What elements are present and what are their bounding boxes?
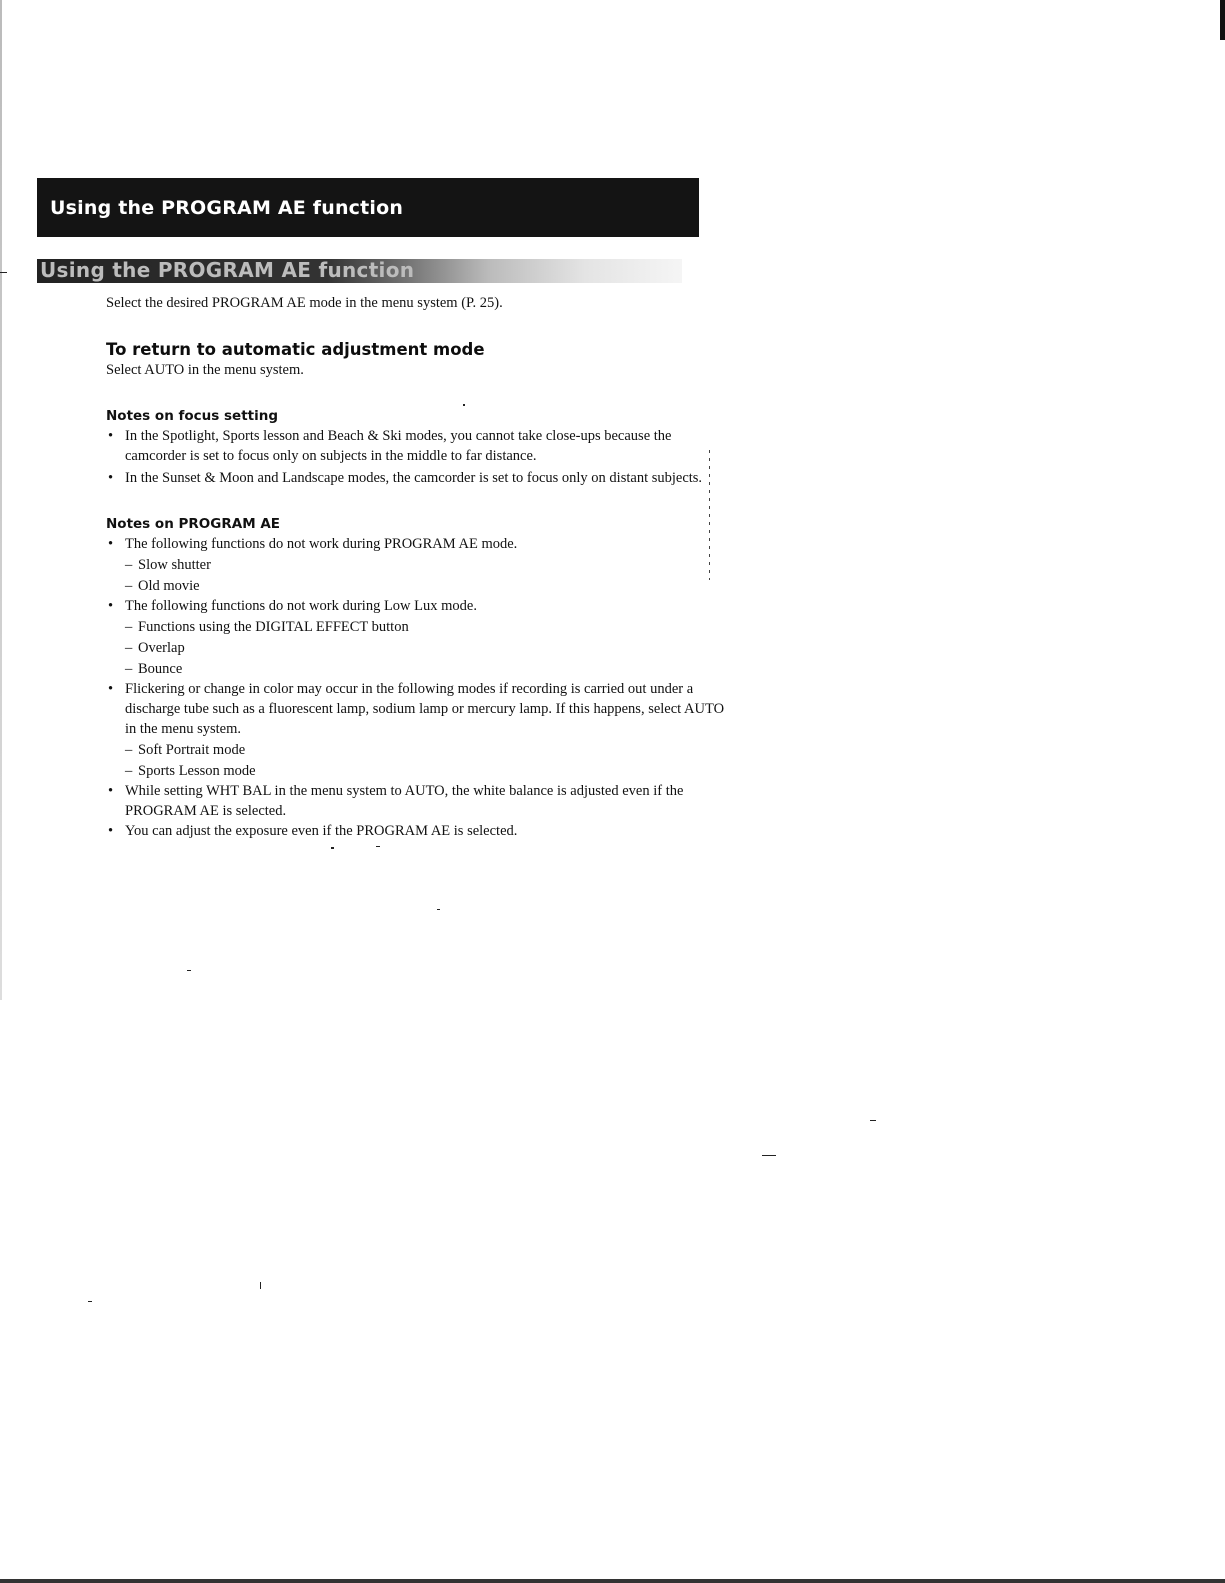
bullet-icon: •: [108, 598, 114, 614]
list-item: [106, 596, 726, 679]
page-content: [106, 293, 726, 841]
bullet-icon: •: [108, 783, 114, 799]
bullet-icon: •: [108, 470, 114, 486]
list-item: [106, 468, 726, 488]
sub-item-text: Bounce: [138, 661, 183, 677]
scan-speck: [0, 272, 7, 273]
dash-icon: –: [125, 661, 133, 677]
sub-list: [125, 555, 726, 596]
scan-speck: [870, 1120, 876, 1121]
list-item: [106, 781, 726, 821]
dash-icon: –: [125, 640, 133, 656]
ae-note-text: The following functions do not work during PROGRAM AE mode.: [125, 536, 518, 552]
sub-list-item: [125, 555, 726, 575]
dash-icon: –: [125, 578, 133, 594]
scan-speck: [376, 846, 380, 847]
scan-speck: [88, 1301, 92, 1302]
ae-note-text: While setting WHT BAL in the menu system to AUTO, the white balance is adjusted even if the PROGRAM AE is selected.: [125, 783, 684, 819]
sub-list-item: [125, 740, 726, 760]
sub-item-text: Functions using the DIGITAL EFFECT button: [138, 619, 409, 635]
list-item: [106, 426, 726, 466]
dash-icon: –: [125, 557, 133, 573]
bullet-icon: •: [108, 536, 114, 552]
list-item: [106, 679, 726, 781]
sub-item-text: Overlap: [138, 640, 185, 656]
scan-speck: [331, 847, 334, 849]
scan-left-edge: [0, 0, 2, 1000]
scan-speck: [437, 909, 440, 910]
ae-note-text: The following functions do not work during Low Lux mode.: [125, 598, 477, 614]
header-title-bar: [37, 178, 699, 237]
list-item: [106, 534, 726, 596]
scan-bottom-edge: [0, 1579, 1225, 1583]
focus-notes-heading: Notes on focus setting: [106, 408, 278, 424]
list-item: [106, 821, 726, 841]
bullet-icon: •: [108, 823, 114, 839]
bullet-icon: •: [108, 681, 114, 697]
scan-speck: [762, 1155, 776, 1156]
sub-list: [125, 617, 726, 679]
ae-note-text: Flickering or change in color may occur in the following modes if recording is carried out under a discharge tube such as a fluorescent lamp, sodium lamp or mercury lamp. If this happens, select AUTO in the menu system.: [125, 681, 725, 737]
sub-item-text: Old movie: [138, 578, 200, 594]
sub-list-item: [125, 617, 726, 637]
sub-item-text: Slow shutter: [138, 557, 211, 573]
sub-list-item: [125, 761, 726, 781]
ae-notes-list: [106, 534, 726, 841]
scan-speck: [187, 970, 191, 971]
dash-icon: –: [125, 742, 133, 758]
sub-list-item: [125, 576, 726, 596]
scan-right-mark: [1220, 0, 1225, 40]
ae-note-text: You can adjust the exposure even if the PROGRAM AE is selected.: [125, 823, 518, 839]
section-title-band: [37, 259, 682, 283]
ae-notes-heading: Notes on PROGRAM AE: [106, 516, 280, 532]
section-title: Using the PROGRAM AE function: [40, 259, 415, 282]
auto-mode-text: Select AUTO in the menu system.: [106, 362, 304, 378]
focus-notes-list: [106, 426, 726, 488]
focus-note-text: In the Spotlight, Sports lesson and Beach & Ski modes, you cannot take close-ups because the camcorder is set to focus only on subjects in the middle to far distance.: [125, 428, 672, 464]
header-title: Using the PROGRAM AE function: [50, 196, 404, 219]
sub-list-item: [125, 659, 726, 679]
scan-speck: [260, 1282, 261, 1289]
sub-item-text: Soft Portrait mode: [138, 742, 246, 758]
dash-icon: –: [125, 763, 133, 779]
sub-item-text: Sports Lesson mode: [138, 763, 256, 779]
sub-list: [125, 740, 726, 781]
focus-note-text: In the Sunset & Moon and Landscape modes, the camcorder is set to focus only on distant subjects.: [125, 470, 703, 486]
dash-icon: –: [125, 619, 133, 635]
sub-list-item: [125, 638, 726, 658]
auto-mode-heading: To return to automatic adjustment mode: [106, 340, 485, 359]
intro-text: Select the desired PROGRAM AE mode in the menu system (P. 25).: [106, 295, 503, 311]
bullet-icon: •: [108, 428, 114, 444]
